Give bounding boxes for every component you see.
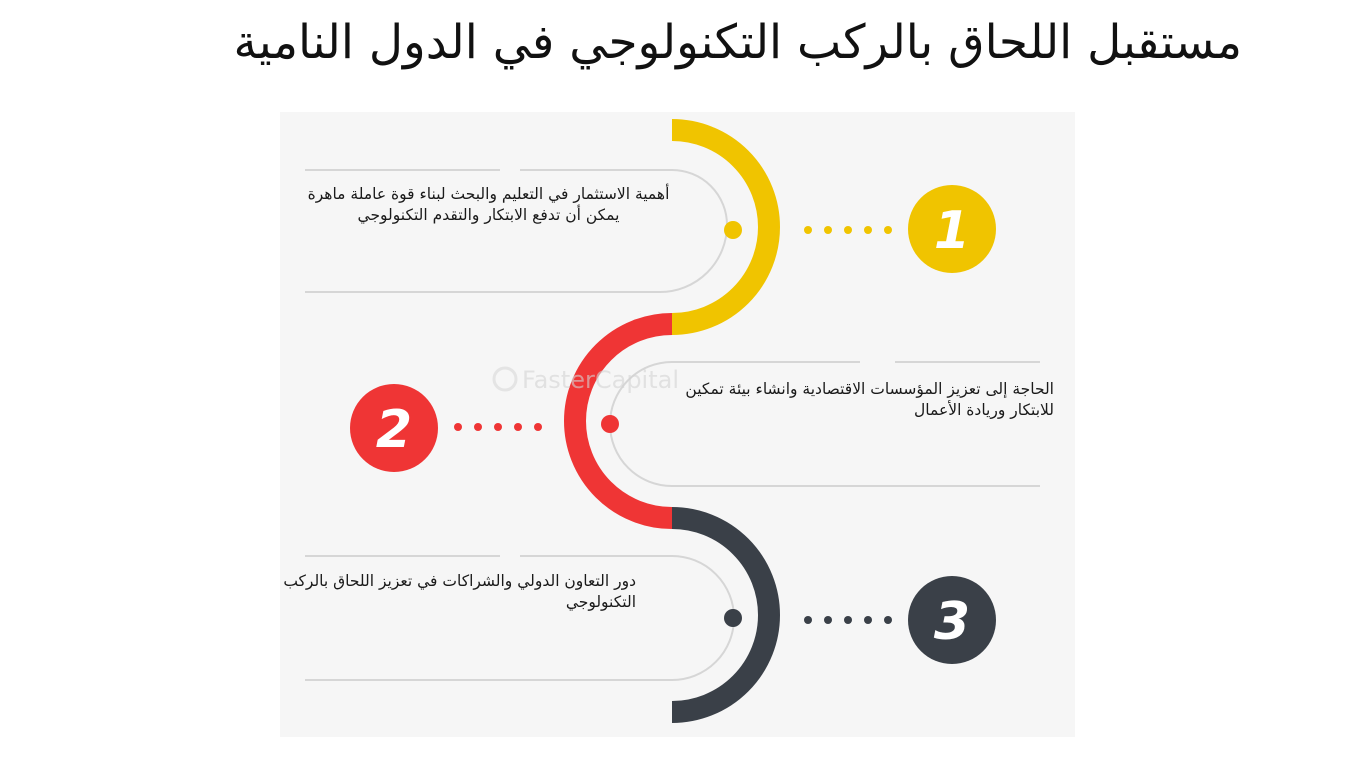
step-text-3: دور التعاون الدولي والشراكات في تعزيز اللحاق بالركب التكنولوجي — [283, 572, 636, 611]
dotted-connector-3 — [804, 616, 892, 624]
dotted-connector-1 — [804, 226, 892, 234]
step-badge-2 — [350, 384, 438, 472]
step-text-1: أهمية الاستثمار في التعليم والبحث لبناء قوة عاملة ماهرة يمكن أن تدفع الابتكار والتقدم التكنولوجي — [307, 185, 670, 224]
ring-segment-2 — [575, 324, 672, 518]
step-badge-3 — [908, 576, 996, 664]
step-number-3: 3 — [933, 592, 971, 652]
ring-segment-3 — [672, 518, 769, 712]
watermark-gear-icon — [494, 368, 516, 390]
step-number-2: 2 — [375, 400, 413, 460]
watermark-text: FasterCapital — [522, 366, 680, 394]
slide-title: مستقبل اللحاق بالركب التكنولوجي في الدول النامية — [233, 15, 1242, 70]
watermark — [494, 366, 679, 394]
dotted-connector-2 — [454, 423, 542, 431]
ring-dot-3 — [724, 609, 742, 627]
ring-dot-1 — [724, 221, 742, 239]
step-number-1: 1 — [933, 201, 971, 261]
step-text-2: الحاجة إلى تعزيز المؤسسات الاقتصادية وانشاء بيئة تمكين للابتكار وريادة الأعمال — [685, 380, 1054, 419]
ring-dot-2 — [601, 415, 619, 433]
step-badge-1 — [908, 185, 996, 273]
ring-segment-1 — [672, 130, 769, 324]
